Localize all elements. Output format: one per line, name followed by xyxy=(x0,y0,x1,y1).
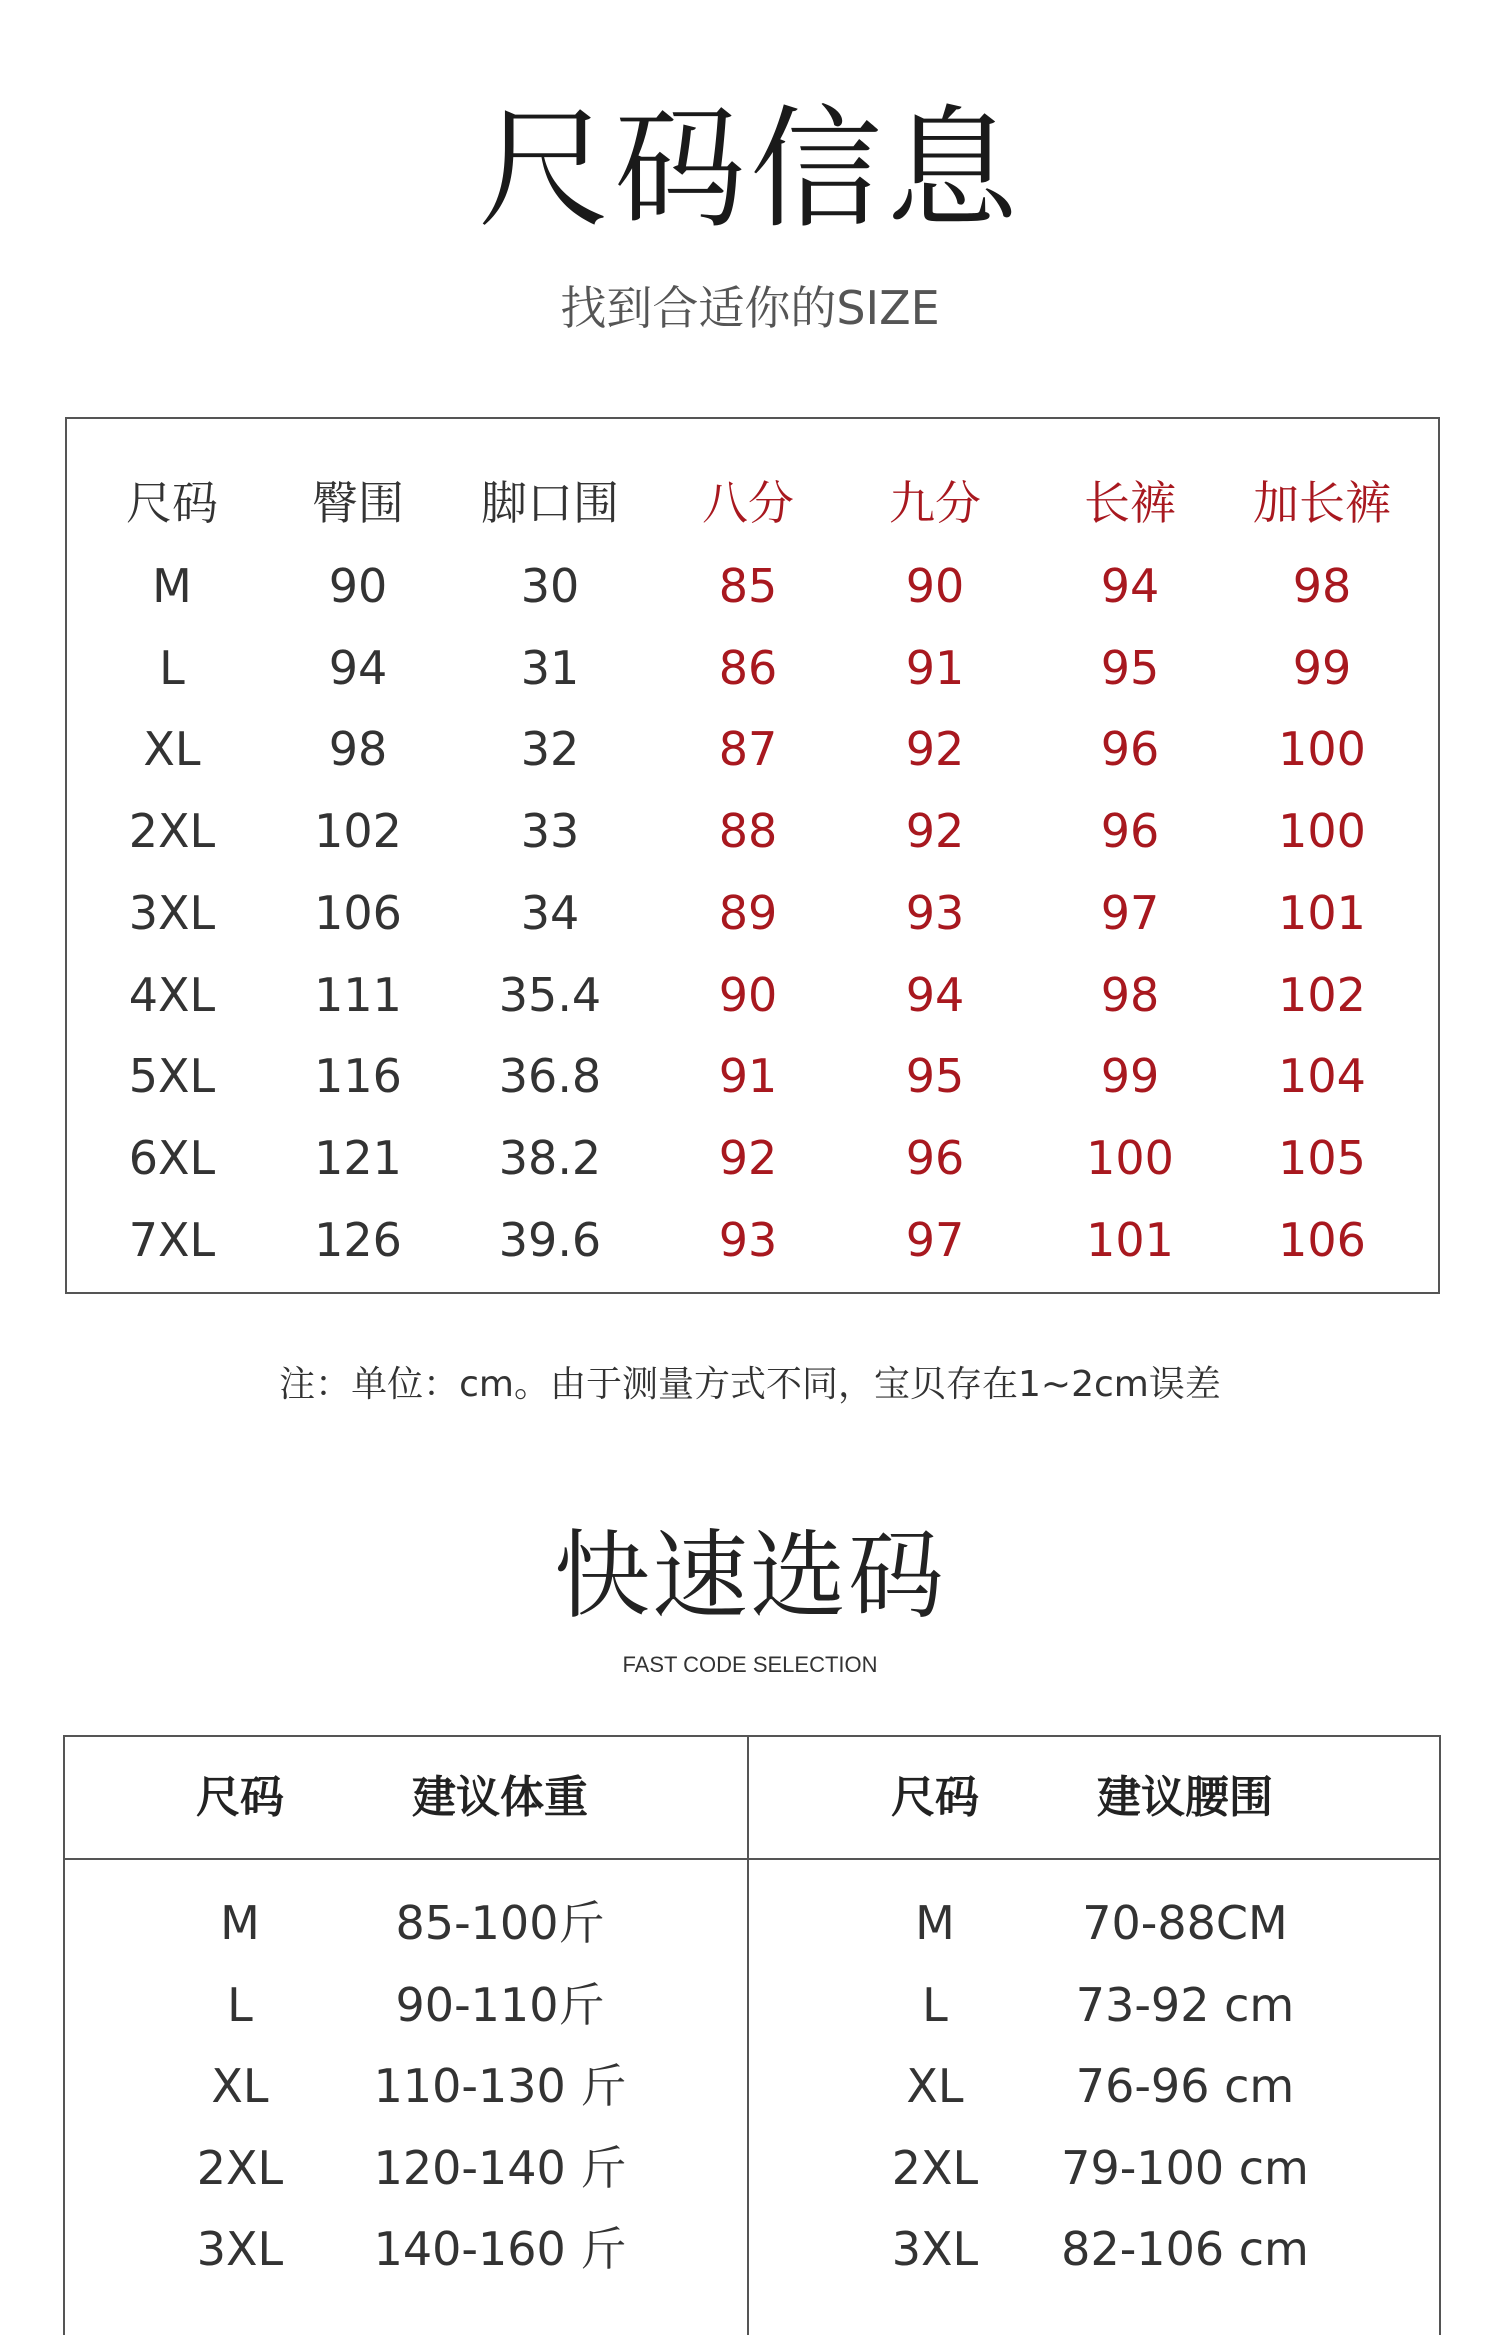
size-cell-long: 96 xyxy=(1100,722,1160,776)
quick-right-size: 3XL xyxy=(891,2222,979,2276)
size-cell-hem: 39.6 xyxy=(498,1213,602,1267)
quick-right-size: L xyxy=(922,1978,948,2032)
size-header-hip: 臀围 xyxy=(312,476,404,530)
size-cell-hip: 111 xyxy=(314,968,402,1022)
size-cell-size: 2XL xyxy=(128,804,216,858)
size-cell-extra-long: 98 xyxy=(1292,559,1352,613)
size-cell-hip: 121 xyxy=(314,1131,402,1185)
size-cell-long: 97 xyxy=(1100,886,1160,940)
size-cell-cropped-9: 92 xyxy=(905,722,965,776)
quick-left-size: L xyxy=(227,1978,253,2032)
size-cell-cropped-9: 95 xyxy=(905,1049,965,1103)
quick-weight: 90-110斤 xyxy=(395,1978,605,2032)
size-cell-cropped-9: 96 xyxy=(905,1131,965,1185)
size-cell-extra-long: 105 xyxy=(1278,1131,1366,1185)
size-cell-size: 3XL xyxy=(128,886,216,940)
size-header-hem: 脚口围 xyxy=(481,476,619,530)
size-cell-extra-long: 99 xyxy=(1292,641,1352,695)
size-cell-extra-long: 106 xyxy=(1278,1213,1366,1267)
size-cell-cropped-8: 87 xyxy=(718,722,778,776)
size-cell-hem: 35.4 xyxy=(498,968,602,1022)
size-cell-cropped-8: 89 xyxy=(718,886,778,940)
size-info-title: 尺码信息 xyxy=(478,93,1022,247)
size-cell-hip: 90 xyxy=(328,559,388,613)
size-cell-size: XL xyxy=(143,722,201,776)
size-cell-size: 5XL xyxy=(128,1049,216,1103)
size-cell-hip: 98 xyxy=(328,722,388,776)
size-cell-cropped-9: 90 xyxy=(905,559,965,613)
size-cell-hip: 102 xyxy=(314,804,402,858)
size-cell-cropped-9: 91 xyxy=(905,641,965,695)
size-cell-extra-long: 101 xyxy=(1278,886,1366,940)
size-header-extra-long: 加长裤 xyxy=(1253,476,1391,530)
size-header-cropped-8: 八分 xyxy=(702,476,794,530)
quick-left-size: XL xyxy=(211,2059,269,2113)
quick-select-subtitle: FAST CODE SELECTION xyxy=(622,1652,878,1677)
size-cell-cropped-8: 86 xyxy=(718,641,778,695)
size-cell-hem: 33 xyxy=(520,804,580,858)
size-cell-cropped-8: 90 xyxy=(718,968,778,1022)
quick-right-size: 2XL xyxy=(891,2141,979,2195)
quick-header-size-right: 尺码 xyxy=(891,1772,979,1823)
size-cell-cropped-8: 85 xyxy=(718,559,778,613)
size-cell-cropped-9: 92 xyxy=(905,804,965,858)
size-cell-cropped-9: 93 xyxy=(905,886,965,940)
size-cell-long: 100 xyxy=(1086,1131,1174,1185)
size-info-subtitle: 找到合适你的SIZE xyxy=(560,281,940,335)
quick-waist: 79-100 cm xyxy=(1061,2141,1309,2195)
quick-table-divider xyxy=(747,1735,749,2335)
size-header-long: 长裤 xyxy=(1084,476,1176,530)
quick-waist: 73-92 cm xyxy=(1075,1978,1295,2032)
size-cell-size: 7XL xyxy=(128,1213,216,1267)
quick-waist: 76-96 cm xyxy=(1075,2059,1295,2113)
size-cell-hip: 126 xyxy=(314,1213,402,1267)
quick-waist: 70-88CM xyxy=(1082,1896,1288,1950)
size-cell-long: 99 xyxy=(1100,1049,1160,1103)
size-cell-hem: 32 xyxy=(520,722,580,776)
quick-header-weight: 建议体重 xyxy=(412,1772,588,1823)
size-cell-long: 94 xyxy=(1100,559,1160,613)
size-cell-hem: 30 xyxy=(520,559,580,613)
size-header-cropped-9: 九分 xyxy=(889,476,981,530)
size-cell-extra-long: 104 xyxy=(1278,1049,1366,1103)
quick-waist: 82-106 cm xyxy=(1061,2222,1309,2276)
size-cell-hip: 116 xyxy=(314,1049,402,1103)
size-cell-cropped-8: 88 xyxy=(718,804,778,858)
quick-weight: 110-130 斤 xyxy=(373,2059,627,2113)
size-cell-cropped-8: 91 xyxy=(718,1049,778,1103)
size-cell-size: L xyxy=(159,641,185,695)
size-cell-cropped-9: 97 xyxy=(905,1213,965,1267)
size-cell-extra-long: 102 xyxy=(1278,968,1366,1022)
quick-header-waist: 建议腰围 xyxy=(1097,1772,1273,1823)
size-cell-cropped-8: 93 xyxy=(718,1213,778,1267)
size-cell-cropped-8: 92 xyxy=(718,1131,778,1185)
size-cell-hem: 34 xyxy=(520,886,580,940)
quick-right-size: M xyxy=(915,1896,955,1950)
size-cell-hip: 106 xyxy=(314,886,402,940)
quick-weight: 85-100斤 xyxy=(395,1896,605,1950)
quick-table-header-line xyxy=(63,1858,1441,1860)
quick-header-size-left: 尺码 xyxy=(196,1772,284,1823)
size-cell-long: 96 xyxy=(1100,804,1160,858)
size-cell-hem: 31 xyxy=(520,641,580,695)
size-cell-size: 6XL xyxy=(128,1131,216,1185)
size-cell-size: M xyxy=(152,559,192,613)
size-cell-hem: 38.2 xyxy=(498,1131,602,1185)
quick-left-size: 2XL xyxy=(196,2141,284,2195)
size-cell-long: 98 xyxy=(1100,968,1160,1022)
size-cell-extra-long: 100 xyxy=(1278,804,1366,858)
quick-left-size: 3XL xyxy=(196,2222,284,2276)
quick-select-title: 快速选码 xyxy=(554,1520,946,1632)
size-cell-cropped-9: 94 xyxy=(905,968,965,1022)
size-header-size: 尺码 xyxy=(126,476,218,530)
size-cell-hem: 36.8 xyxy=(498,1049,602,1103)
size-cell-extra-long: 100 xyxy=(1278,722,1366,776)
size-note: 注：单位：cm。由于测量方式不同，宝贝存在1~2cm误差 xyxy=(279,1364,1221,1405)
size-cell-hip: 94 xyxy=(328,641,388,695)
size-cell-long: 95 xyxy=(1100,641,1160,695)
quick-weight: 140-160 斤 xyxy=(373,2222,627,2276)
quick-weight: 120-140 斤 xyxy=(373,2141,627,2195)
size-cell-long: 101 xyxy=(1086,1213,1174,1267)
quick-left-size: M xyxy=(220,1896,260,1950)
size-cell-size: 4XL xyxy=(128,968,216,1022)
quick-right-size: XL xyxy=(906,2059,964,2113)
